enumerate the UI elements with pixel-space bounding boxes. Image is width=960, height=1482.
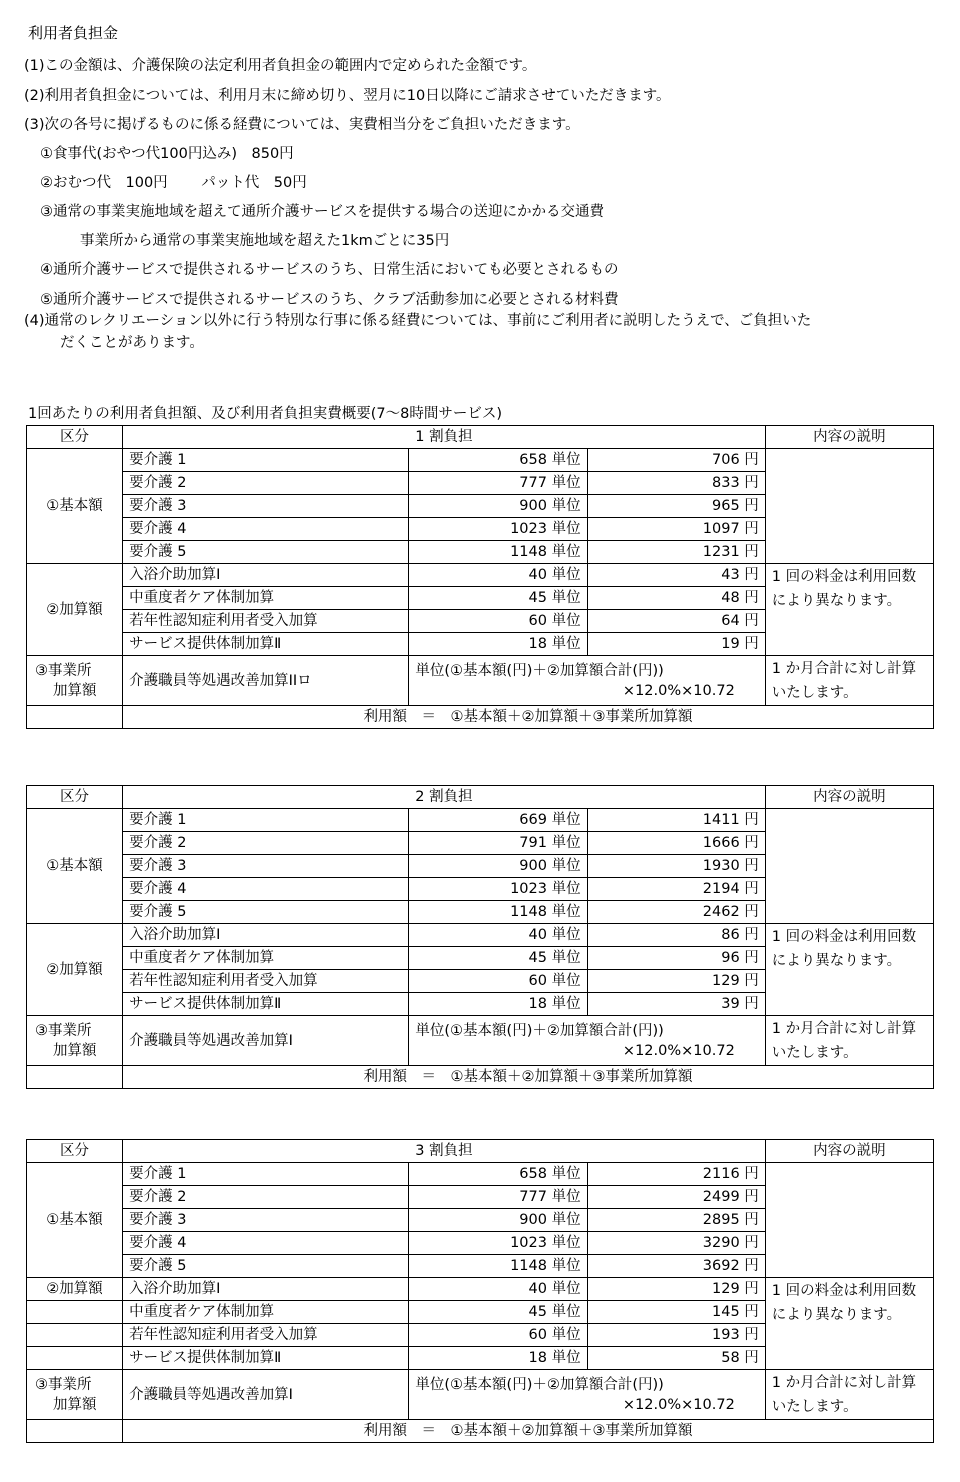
total-empty	[27, 706, 123, 729]
note-empty	[765, 1163, 933, 1278]
formula-line-2: ×12.0%×10.72	[622, 1042, 735, 1059]
item-name: 若年性認知症利用者受入加算	[123, 610, 409, 633]
item-name: 要介護 3	[123, 855, 409, 878]
header-note: 内容の説明	[765, 426, 933, 449]
formula-line-1: 単位(①基本額(円)＋②加算額合計(円))	[415, 1022, 664, 1039]
item-yen: 193 円	[587, 1324, 765, 1347]
item-units: 777 単位	[409, 472, 587, 495]
item-units: 791 単位	[409, 832, 587, 855]
item-units: 777 単位	[409, 1186, 587, 1209]
paragraph-3: (3)次の各号に掲げるものに係る経費については、実費相当分をご負担いただきます。	[24, 117, 580, 133]
table-row	[27, 809, 934, 832]
item-name: 要介護 3	[123, 1209, 409, 1232]
item-units: 1023 単位	[409, 1232, 587, 1255]
table-row	[27, 706, 934, 729]
item-units: 60 単位	[409, 610, 587, 633]
item-yen: 2499 円	[587, 1186, 765, 1209]
item-units: 1023 単位	[409, 878, 587, 901]
item-yen: 1231 円	[587, 541, 765, 564]
office-label	[27, 656, 123, 706]
total-formula: 利用額 ＝ ①基本額＋②加算額＋③事業所加算額	[123, 1420, 934, 1443]
addition-note: 1 回の料金は利用回数により異なります。	[765, 1278, 933, 1370]
basic-label: ①基本額	[27, 1163, 123, 1278]
item-units: 40 単位	[409, 1278, 587, 1301]
header-note: 内容の説明	[765, 1140, 933, 1163]
table-row	[27, 1163, 934, 1186]
item-name: 要介護 1	[123, 809, 409, 832]
addition-label: ②加算額	[27, 1278, 123, 1301]
item-name: 中重度者ケア体制加算	[123, 587, 409, 610]
header-category: 区分	[27, 426, 123, 449]
item-yen: 1930 円	[587, 855, 765, 878]
item-units: 45 単位	[409, 1301, 587, 1324]
item-units: 60 単位	[409, 970, 587, 993]
table-row	[27, 1420, 934, 1443]
paragraph-4-line-1: (4)通常のレクリエーション以外に行う特別な行事に係る経費については、事前にご利用者に説明したうえで、ご負担いた	[24, 313, 812, 329]
item-name: 要介護 5	[123, 1255, 409, 1278]
office-note: 1 か月合計に対し計算いたします。	[765, 656, 933, 706]
note-empty	[765, 809, 933, 924]
paragraph-2: (2)利用者負担金については、利用月末に締め切り、翌月に10日以降にご請求させていただきます。	[24, 88, 671, 104]
item-units: 18 単位	[409, 633, 587, 656]
item-units: 658 単位	[409, 1163, 587, 1186]
item-name: 要介護 4	[123, 878, 409, 901]
item-name: サービス提供体制加算Ⅱ	[123, 1347, 409, 1370]
item-yen: 64 円	[587, 610, 765, 633]
item-name: 要介護 5	[123, 541, 409, 564]
item-name: 要介護 2	[123, 1186, 409, 1209]
office-note: 1 か月合計に対し計算いたします。	[765, 1370, 933, 1420]
sub-item-4: ④通所介護サービスで提供されるサービスのうち、日常生活においても必要とされるもの	[40, 262, 619, 278]
sub-item-5: ⑤通所介護サービスで提供されるサービスのうち、クラブ活動参加に必要とされる材料費	[40, 292, 619, 308]
item-units: 45 単位	[409, 947, 587, 970]
sub-item-2: ②おむつ代 100円 パット代 50円	[40, 175, 307, 191]
item-yen: 39 円	[587, 993, 765, 1016]
office-label-line-1: ③事業所	[35, 1022, 92, 1039]
item-yen: 2462 円	[587, 901, 765, 924]
office-label-line-1: ③事業所	[35, 662, 92, 679]
addition-label: ②加算額	[27, 924, 123, 1016]
item-units: 18 単位	[409, 993, 587, 1016]
table-row	[27, 1370, 934, 1420]
table-row	[27, 564, 934, 587]
item-units: 1023 単位	[409, 518, 587, 541]
item-units: 18 単位	[409, 1347, 587, 1370]
formula-line-1: 単位(①基本額(円)＋②加算額合計(円))	[415, 662, 664, 679]
basic-label: ①基本額	[27, 809, 123, 924]
item-yen: 86 円	[587, 924, 765, 947]
sub-item-3-detail: 事業所から通常の事業実施地域を超えた1kmごとに35円	[80, 233, 450, 249]
table-row	[27, 924, 934, 947]
item-units: 900 単位	[409, 855, 587, 878]
office-item: 介護職員等処遇改善加算ⅠⅠロ	[123, 656, 409, 706]
item-units: 40 単位	[409, 564, 587, 587]
total-empty	[27, 1066, 123, 1089]
item-yen: 1666 円	[587, 832, 765, 855]
item-yen: 43 円	[587, 564, 765, 587]
item-name: 要介護 4	[123, 518, 409, 541]
addition-label-empty	[27, 1301, 123, 1324]
fee-table-20pct	[26, 785, 934, 1089]
table-row	[27, 1278, 934, 1301]
total-empty	[27, 1420, 123, 1443]
item-units: 1148 単位	[409, 541, 587, 564]
item-name: 入浴介助加算Ⅰ	[123, 1278, 409, 1301]
item-yen: 58 円	[587, 1347, 765, 1370]
item-units: 60 単位	[409, 1324, 587, 1347]
sub-item-3: ③通常の事業実施地域を超えて通所介護サービスを提供する場合の送迎にかかる交通費	[40, 204, 604, 220]
item-units: 900 単位	[409, 495, 587, 518]
item-name: 中重度者ケア体制加算	[123, 947, 409, 970]
item-yen: 145 円	[587, 1301, 765, 1324]
office-label-line-2: 加算額	[53, 1396, 97, 1413]
total-formula: 利用額 ＝ ①基本額＋②加算額＋③事業所加算額	[123, 706, 934, 729]
addition-note: 1 回の料金は利用回数により異なります。	[765, 924, 933, 1016]
table-row	[27, 1066, 934, 1089]
item-yen: 833 円	[587, 472, 765, 495]
item-name: 要介護 4	[123, 1232, 409, 1255]
item-yen: 2194 円	[587, 878, 765, 901]
item-name: 要介護 2	[123, 472, 409, 495]
header-burden: 3 割負担	[123, 1140, 766, 1163]
table-row	[27, 449, 934, 472]
item-name: 要介護 2	[123, 832, 409, 855]
item-name: 要介護 1	[123, 449, 409, 472]
office-note: 1 か月合計に対し計算いたします。	[765, 1016, 933, 1066]
page-heading: 利用者負担金	[28, 24, 119, 42]
basic-label: ①基本額	[27, 449, 123, 564]
item-yen: 3290 円	[587, 1232, 765, 1255]
fee-table-30pct	[26, 1139, 934, 1443]
item-yen: 1411 円	[587, 809, 765, 832]
item-name: 要介護 5	[123, 901, 409, 924]
office-label-line-2: 加算額	[53, 682, 97, 699]
item-yen: 2116 円	[587, 1163, 765, 1186]
item-name: サービス提供体制加算Ⅱ	[123, 633, 409, 656]
item-name: 若年性認知症利用者受入加算	[123, 1324, 409, 1347]
note-empty	[765, 449, 933, 564]
item-yen: 1097 円	[587, 518, 765, 541]
header-category: 区分	[27, 786, 123, 809]
item-units: 669 単位	[409, 809, 587, 832]
item-name: 要介護 3	[123, 495, 409, 518]
office-formula	[409, 1370, 765, 1420]
total-formula: 利用額 ＝ ①基本額＋②加算額＋③事業所加算額	[123, 1066, 934, 1089]
item-units: 40 単位	[409, 924, 587, 947]
addition-label-empty	[27, 1324, 123, 1347]
item-yen: 48 円	[587, 587, 765, 610]
item-name: サービス提供体制加算Ⅱ	[123, 993, 409, 1016]
item-name: 若年性認知症利用者受入加算	[123, 970, 409, 993]
item-yen: 129 円	[587, 1278, 765, 1301]
header-burden: 2 割負担	[123, 786, 766, 809]
office-formula	[409, 656, 765, 706]
item-yen: 3692 円	[587, 1255, 765, 1278]
item-yen: 2895 円	[587, 1209, 765, 1232]
table-caption: 1回あたりの利用者負担額、及び利用者負担実費概要(7～8時間サービス)	[28, 406, 502, 422]
item-name: 入浴介助加算Ⅰ	[123, 564, 409, 587]
addition-label: ②加算額	[27, 564, 123, 656]
office-item: 介護職員等処遇改善加算Ⅰ	[123, 1016, 409, 1066]
item-yen: 129 円	[587, 970, 765, 993]
sub-item-1: ①食事代(おやつ代100円込み) 850円	[40, 146, 294, 162]
office-label	[27, 1016, 123, 1066]
office-formula	[409, 1016, 765, 1066]
formula-line-2: ×12.0%×10.72	[622, 1396, 735, 1413]
header-burden: 1 割負担	[123, 426, 766, 449]
paragraph-4	[24, 310, 929, 354]
table-row	[27, 656, 934, 706]
paragraph-1: (1)この金額は、介護保険の法定利用者負担金の範囲内で定められた金額です。	[24, 58, 537, 74]
item-yen: 965 円	[587, 495, 765, 518]
office-label-line-2: 加算額	[53, 1042, 97, 1059]
office-label-line-1: ③事業所	[35, 1376, 92, 1393]
header-note: 内容の説明	[765, 786, 933, 809]
header-category: 区分	[27, 1140, 123, 1163]
item-name: 入浴介助加算Ⅰ	[123, 924, 409, 947]
item-yen: 19 円	[587, 633, 765, 656]
paragraph-4-line-2: だくことがあります。	[60, 335, 204, 351]
item-name: 要介護 1	[123, 1163, 409, 1186]
item-units: 1148 単位	[409, 1255, 587, 1278]
formula-line-2: ×12.0%×10.72	[622, 682, 735, 699]
addition-note: 1 回の料金は利用回数により異なります。	[765, 564, 933, 656]
item-units: 1148 単位	[409, 901, 587, 924]
office-label	[27, 1370, 123, 1420]
item-units: 900 単位	[409, 1209, 587, 1232]
formula-line-1: 単位(①基本額(円)＋②加算額合計(円))	[415, 1376, 664, 1393]
fee-table-10pct	[26, 425, 934, 729]
table-row	[27, 1016, 934, 1066]
addition-label-empty	[27, 1347, 123, 1370]
item-units: 45 単位	[409, 587, 587, 610]
item-yen: 706 円	[587, 449, 765, 472]
item-name: 中重度者ケア体制加算	[123, 1301, 409, 1324]
item-units: 658 単位	[409, 449, 587, 472]
office-item: 介護職員等処遇改善加算Ⅰ	[123, 1370, 409, 1420]
item-yen: 96 円	[587, 947, 765, 970]
